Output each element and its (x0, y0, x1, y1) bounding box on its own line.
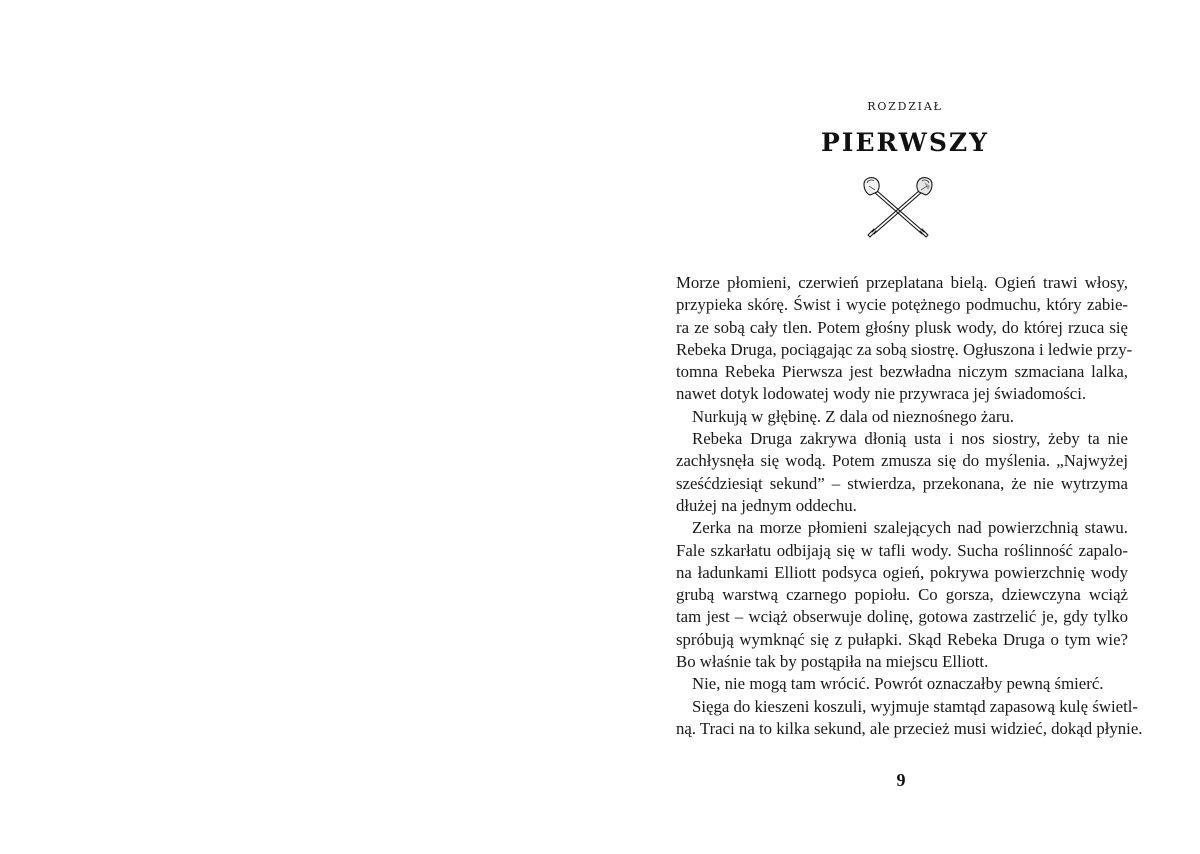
text-line: Zerka na morze płomieni szalejących nad powierzchnią stawu. (692, 518, 1128, 538)
text-line: nawet dotyk lodowatej wody nie przywraca jej świadomości. (676, 384, 1087, 404)
text-line: ną. Traci na to kilka sekund, ale przecież musi widzieć, dokąd płynie. (676, 718, 1143, 738)
chapter-title: PIERWSZY (820, 128, 989, 157)
text-line: dłużej na jednym oddechu. (676, 495, 857, 515)
chapter-label: rozdział (867, 96, 943, 114)
text-line: Fale szkarłatu odbijają się w tafli wody. Sucha roślinność zapalo- (676, 540, 1128, 560)
text-line: przypieka skórę. Świst i wycie potężnego podmuchu, który zabie- (676, 295, 1128, 315)
right-page (600, 0, 1200, 854)
text-line: Bo właśnie tak by postąpiła na miejscu Elliott. (676, 652, 989, 672)
text-line: Rebeka Druga, pociągając za sobą siostrę. Ogłuszona i ledwie przy- (676, 339, 1133, 359)
text-line: grubą warstwą czarnego popiołu. Co gorsza, dziewczyna wciąż (676, 585, 1128, 605)
text-line: spróbują wymknąć się z pułapki. Skąd Rebeka Druga o tym wie? (676, 629, 1128, 649)
paragraph (676, 517, 1128, 673)
text-line: Nie, nie mogą tam wrócić. Powrót oznaczałby pewną śmierć. (692, 674, 1104, 694)
text-line: na ładunkami Elliott podsyca ogień, pokrywa powierzchnię wody (676, 562, 1128, 582)
paragraph (676, 406, 1128, 428)
text-line: zachłysnęła się wodą. Potem zmusza się do myślenia. „Najwyżej (676, 451, 1128, 471)
text-line: tomna Rebeka Pierwsza jest bezwładna niczym szmaciana lalka, (676, 362, 1128, 382)
chapter-body-text (676, 272, 1143, 740)
text-line: Morze płomieni, czerwień przeplatana bielą. Ogień trawi włosy, (676, 273, 1128, 292)
text-line: sześćdziesiąt sekund” – stwierdza, przekonana, że nie wytrzyma (676, 473, 1128, 493)
text-line: Sięga do kieszeni koszuli, wyjmuje stamtąd zapasową kulę świetl- (692, 696, 1138, 716)
paragraph (676, 696, 1143, 741)
crossed-shovels-icon (858, 176, 938, 240)
text-line: tam jest – wciąż obserwuje dolinę, gotowa zastrzelić je, gdy tylko (676, 607, 1128, 627)
paragraph (676, 272, 1133, 406)
text-line: ra ze sobą cały tlen. Potem głośny plusk wody, do której rzuca się (676, 317, 1128, 337)
text-line: Rebeka Druga zakrywa dłonią usta i nos siostry, żeby ta nie (692, 429, 1128, 449)
page-number: 9 (896, 770, 906, 790)
paragraph (676, 673, 1128, 695)
paragraph (676, 428, 1128, 517)
text-line: Nurkują w głębinę. Z dala od nieznośnego żaru. (692, 406, 1014, 426)
